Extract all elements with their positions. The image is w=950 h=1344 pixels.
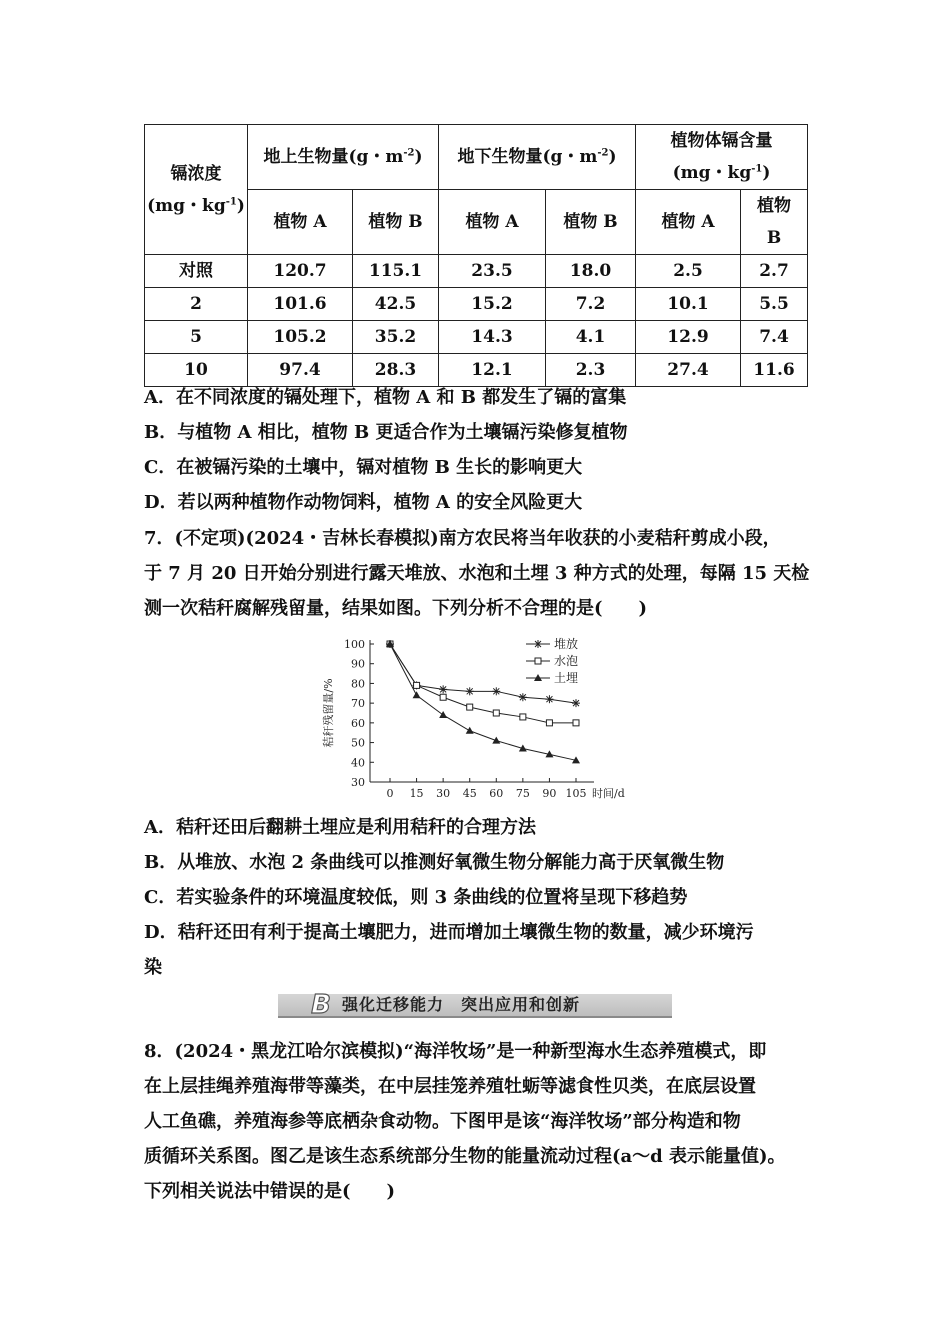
table-cell: 27.4 bbox=[636, 354, 741, 387]
x-tick-label: 60 bbox=[489, 787, 504, 800]
table-cell: 18.0 bbox=[546, 255, 636, 288]
data-point-square bbox=[414, 682, 420, 688]
row-concentration-cell: 对照 bbox=[145, 255, 248, 288]
q8-stem-line2: 在上层挂绳养殖海带等藻类，在中层挂笼养殖牡蛎等滤食性贝类，在底层设置 bbox=[144, 1076, 756, 1097]
q7-option-d: D．秸秆还田有利于提高土壤肥力，进而增加土壤微生物的数量，减少环境污 bbox=[144, 922, 754, 943]
table-cell: 11.6 bbox=[741, 354, 808, 387]
table-cell: 14.3 bbox=[439, 321, 546, 354]
q6-option-c: C．在被镉污染的土壤中，镉对植物 B 生长的影响更大 bbox=[144, 457, 583, 478]
subheader-plant-a: 植物 A bbox=[636, 190, 741, 255]
table-cell: 23.5 bbox=[439, 255, 546, 288]
table-cell: 101.6 bbox=[248, 288, 353, 321]
table-cell: 4.1 bbox=[546, 321, 636, 354]
q8-stem-line5: 下列相关说法中错误的是( ) bbox=[144, 1181, 396, 1202]
x-tick-label: 75 bbox=[515, 787, 530, 800]
data-point-asterisk bbox=[492, 687, 500, 695]
data-point-square bbox=[573, 720, 579, 726]
data-point-asterisk bbox=[439, 685, 447, 693]
table-cell: 115.1 bbox=[353, 255, 439, 288]
x-tick-label: 30 bbox=[436, 787, 451, 800]
y-tick-label: 70 bbox=[351, 697, 365, 711]
table-row bbox=[145, 288, 808, 321]
y-tick-label: 100 bbox=[344, 638, 365, 651]
data-point-triangle bbox=[413, 691, 421, 698]
table-cell: 7.2 bbox=[546, 288, 636, 321]
x-axis-label: 时间/d bbox=[592, 787, 625, 800]
table-cell: 2.3 bbox=[546, 354, 636, 387]
subheader-plant-a: 植物 A bbox=[439, 190, 546, 255]
legend-label: 水泡 bbox=[554, 654, 579, 668]
y-tick-label: 30 bbox=[351, 776, 365, 789]
header-concentration: 镉浓度 (mg・$kg^{-1}$) bbox=[145, 125, 248, 255]
legend-label: 土埋 bbox=[554, 671, 579, 685]
data-point-triangle bbox=[466, 727, 474, 734]
legend-label: 堆放 bbox=[554, 637, 579, 651]
q7-option-d-cont: 染 bbox=[144, 957, 162, 978]
subheader-plant-a: 植物 A bbox=[248, 190, 353, 255]
data-point-square bbox=[467, 704, 473, 710]
data-point-asterisk bbox=[545, 695, 553, 703]
banner-title: 强化迁移能力 突出应用和创新 bbox=[342, 995, 581, 1014]
table-cell: 2.5 bbox=[636, 255, 741, 288]
y-tick-label: 40 bbox=[351, 756, 365, 770]
x-tick-label: 0 bbox=[386, 787, 394, 800]
legend-marker-square bbox=[535, 658, 541, 664]
row-concentration-cell: 2 bbox=[145, 288, 248, 321]
table-cell: 2.7 bbox=[741, 255, 808, 288]
q8-stem-line4: 质循环关系图。图乙是该生态系统部分生物的能量流动过程(a～d 表示能量值)。 bbox=[144, 1146, 786, 1167]
table-cell: 15.2 bbox=[439, 288, 546, 321]
q7-option-b: B．从堆放、水泡 2 条曲线可以推测好氧微生物分解能力高于厌氧微生物 bbox=[144, 852, 725, 873]
data-point-square bbox=[493, 710, 499, 716]
table-cell: 12.9 bbox=[636, 321, 741, 354]
table-row bbox=[145, 354, 808, 387]
q8-stem-line1: 8．(2024・黑龙江哈尔滨模拟)“海洋牧场”是一种新型海水生态养殖模式，即 bbox=[144, 1041, 767, 1062]
table-cell: 105.2 bbox=[248, 321, 353, 354]
data-point-square bbox=[520, 714, 526, 720]
table-row bbox=[145, 321, 808, 354]
table-cell: 28.3 bbox=[353, 354, 439, 387]
subheader-plant-b: 植物 B bbox=[741, 190, 808, 255]
table-cell: 120.7 bbox=[248, 255, 353, 288]
banner-badge: B bbox=[311, 990, 331, 1020]
data-point-asterisk bbox=[519, 693, 527, 701]
data-point-asterisk bbox=[572, 699, 580, 707]
q6-option-b: B．与植物 A 相比，植物 B 更适合作为土壤镉污染修复植物 bbox=[144, 422, 628, 443]
y-tick-label: 90 bbox=[351, 657, 365, 671]
table-cell: 12.1 bbox=[439, 354, 546, 387]
header-cadmium-content: 植物体镉含量 (mg・$kg^{-1}$) bbox=[636, 125, 808, 190]
data-point-triangle bbox=[492, 737, 500, 744]
q7-stem-line2: 于 7 月 20 日开始分别进行露天堆放、水泡和土埋 3 种方式的处理，每隔 15 天检 bbox=[144, 563, 810, 584]
y-tick-label: 60 bbox=[351, 716, 365, 730]
table-cell: 10.1 bbox=[636, 288, 741, 321]
q7-option-c: C．若实验条件的环境温度较低，则 3 条曲线的位置将呈现下移趋势 bbox=[144, 887, 688, 908]
y-tick-label: 50 bbox=[351, 736, 365, 750]
y-axis-label: 秸秆残留量/% bbox=[322, 678, 335, 748]
header-below-biomass: 地下生物量(g・$m^{-2}$) bbox=[439, 125, 636, 190]
q6-option-a: A．在不同浓度的镉处理下，植物 A 和 B 都发生了镉的富集 bbox=[144, 387, 627, 408]
x-tick-label: 105 bbox=[565, 787, 587, 800]
data-point-triangle bbox=[439, 711, 447, 718]
table-body bbox=[145, 255, 808, 387]
table-cell: 42.5 bbox=[353, 288, 439, 321]
section-banner bbox=[278, 990, 672, 1022]
table-cell: 35.2 bbox=[353, 321, 439, 354]
header-above-biomass: 地上生物量(g・$m^{-2}$) bbox=[248, 125, 439, 190]
cadmium-data-table bbox=[144, 124, 808, 387]
q6-option-d: D．若以两种植物作动物饲料，植物 A 的安全风险更大 bbox=[144, 492, 583, 513]
q8-stem-line3: 人工鱼礁，养殖海参等底栖杂食动物。下图甲是该“海洋牧场”部分构造和物 bbox=[144, 1111, 741, 1132]
data-point-asterisk bbox=[466, 687, 474, 695]
data-point-square bbox=[440, 694, 446, 700]
q7-stem-line3: 测一次秸秆腐解残留量，结果如图。下列分析不合理的是( ) bbox=[144, 598, 648, 619]
row-concentration-cell: 5 bbox=[145, 321, 248, 354]
table-cell: 7.4 bbox=[741, 321, 808, 354]
y-tick-label: 80 bbox=[351, 677, 365, 691]
table-cell: 97.4 bbox=[248, 354, 353, 387]
table-row bbox=[145, 255, 808, 288]
row-concentration-cell: 10 bbox=[145, 354, 248, 387]
x-tick-label: 45 bbox=[462, 787, 477, 800]
q7-stem-line1: 7．(不定项)(2024・吉林长春模拟)南方农民将当年收获的小麦秸秆剪成小段， bbox=[144, 528, 781, 549]
q7-option-a: A．秸秆还田后翻耕土埋应是利用秸秆的合理方法 bbox=[144, 817, 536, 838]
subheader-plant-b: 植物 B bbox=[353, 190, 439, 255]
x-tick-label: 90 bbox=[542, 787, 557, 800]
data-point-square bbox=[546, 720, 552, 726]
straw-residue-chart bbox=[318, 630, 648, 805]
subheader-plant-b: 植物 B bbox=[546, 190, 636, 255]
legend-marker-asterisk bbox=[534, 640, 542, 648]
x-tick-label: 15 bbox=[409, 787, 424, 800]
table-cell: 5.5 bbox=[741, 288, 808, 321]
